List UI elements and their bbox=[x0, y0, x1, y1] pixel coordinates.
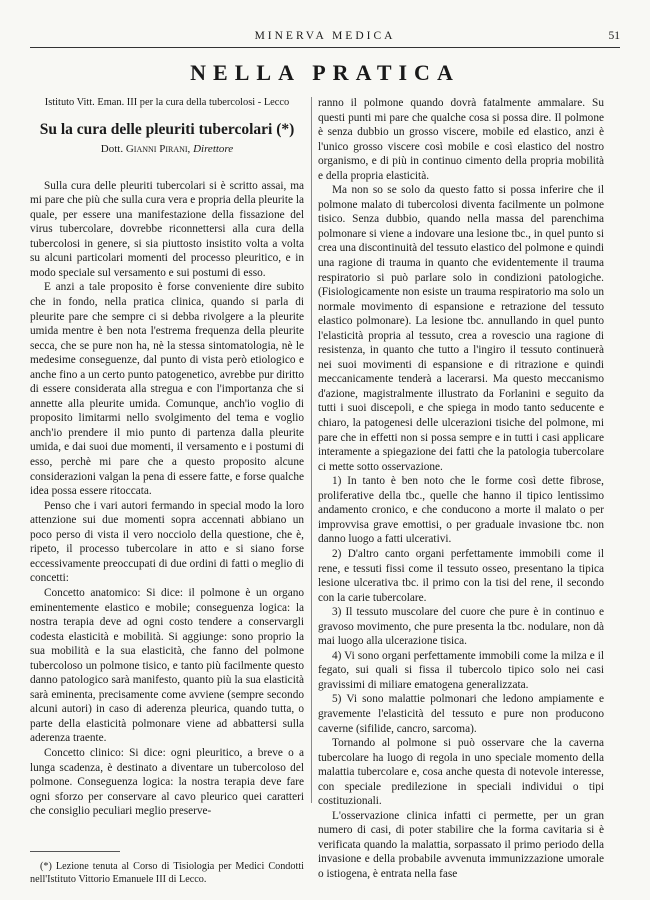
paragraph: Concetto anatomico: Si dice: il polmone è un organo eminentemente elastico e mobile; conseguenza logica: la nostra terapia deve ad ogni costo tendere a conservargli codesta elasticità e mobilità. Si aggiunge: sono proprio la sua mobilità e la sua elasticità, che fanno del polmone tubercoloso un polmone tisico, e tanto più facilmente questo danno patologico sarà manifesto, quanto più la sua elasticità sarà eminenta, precisamente come avviene (sempre secondo alcuni autori) in caso di aderenza pleurica, quando tutta, o parte della elasticità polmonare viene ad abbattersi sulla aderenza traente. bbox=[30, 586, 304, 745]
institute-line: Istituto Vitt. Eman. III per la cura della tubercolosi - Lecco bbox=[44, 97, 290, 108]
list-item: 5) Vi sono malattie polmonari che ledono ampiamente e gravemente l'elasticità del tessuto e pure non producono caverne (sifilide, cancro, sarcoma). bbox=[318, 693, 604, 735]
paragraph: Ma non so se solo da questo fatto si possa inferire che il polmone malato di tubercolosi diventa facilmente un polmone tisico. Senza dubbio, quando nella massa del parenchima polmonare si viene a indovare una lesione tbc., in quel punto si crea una discontinuità del tessuto elastico del polmone e quindi una ragione di trauma in quanto che evidentemente il trauma respiratorio si può parlare solo in condizioni patologiche. (Fisiologicamente non esiste un trauma respiratorio ma solo un normale movimento di espansione e retrazione del tessuto elastico polmonare). La lesione tbc. annullando in quel punto l'elasticità propria al tessuto, crea a rovescio una ragione di resistenza, in quanto che tutto a l'ingiro il tessuto continuerà nei suoi movimenti di espansione e di ritrazione e quindi meccanicamente tenderà a lacerarsi. Ma questo meccanismo d'azione, magistralmente illustrato da Forlanini e seguito da tutti i suoi discepoli, e che spiega in modo tanto seducente e chiaro, la patogenesi delle ulcerazioni tisiche del polmone, mi pare che in effetti non si possa sempre e in tutti i casi applicare interamente a spiegazione dei fatti che la patologia tubercolare ci mette sotto osservazione. bbox=[318, 184, 604, 473]
journal-title: MINERVA MEDICA bbox=[254, 30, 396, 42]
paragraph: L'osservazione clinica infatti ci permette, per un gran numero di casi, di poter stabilire che la forma cavitaria si è verificata quando la malattia, sorpassato il primo periodo della invasione e della probabile avvenuta immunizzazione umorale o istiogena, è entrata nella fase bbox=[318, 809, 604, 880]
footnote-rule bbox=[30, 851, 120, 852]
list-item: 3) Il tessuto muscolare del cuore che pure è in continuo e gravoso movimento, che pure presenta la tbc. nodulare, non dà mai luogo alla ulcerazione tisica. bbox=[318, 606, 604, 648]
author-role: Direttore bbox=[193, 143, 234, 156]
list-item: 4) Vi sono organi perfettamente immobili come la milza e il fegato, sui quali si fissa il tubercolo tipico solo nei casi gravissimi di miliare ematogena generalizzata. bbox=[318, 649, 604, 691]
page-number: 51 bbox=[608, 30, 620, 42]
author-line bbox=[30, 142, 304, 157]
author-name: Gianni Pirani, bbox=[125, 143, 191, 156]
header-rule bbox=[30, 47, 620, 48]
author-prefix: Dott. bbox=[100, 143, 124, 156]
right-column bbox=[318, 96, 604, 882]
paragraph: Tornando al polmone si può osservare che la caverna tubercolare ha luogo di regola in uno speciale momento della malattia tubercolare e, cosa anche questa di notevole interesse, con speciale predilezione in speciali individui o tipi costituzionali. bbox=[318, 737, 604, 808]
list-item: 2) D'altro canto organi perfettamente immobili come il rene, e tessuti fissi come il tessuto osseo, presentano la tipica lesione ulcerativa tbc. il primo con la tisi del rene, il secondo con la carie tubercolare. bbox=[318, 547, 604, 604]
paragraph: Penso che i vari autori fermando in special modo la loro attenzione sui due momenti sopra accennati abbiano un poco perso di vista il vero nocciolo della questione, che è, ripeto, il processo tubercolare in atto e si siano forse eccessivamente preoccupati di due ordini di fatti o meglio di concetti: bbox=[30, 499, 304, 585]
left-column bbox=[30, 96, 304, 886]
footnote: (*) Lezione tenuta al Corso di Tisiologia per Medici Condotti nell'Istituto Vittorio Emanuele III di Lecco. bbox=[30, 860, 304, 885]
paragraph: ranno il polmone quando dovrà fatalmente ammalare. Su questi punti mi pare che qualche cosa si possa dire. Il polmone è senza dubbio un grosso viscere, mobile ed elastico, anzi è l'unico grosso viscere così mobile e così elastico del nostro organismo, e di più in continuo cimento della propria mobilità e della propria elasticità. bbox=[318, 97, 604, 182]
list-item: 1) In tanto è ben noto che le forme così dette fibrose, proliferative della tbc., quelle che hanno il tipico lentissimo andamento cronico, e che conducono a morte il malato o per improvvisa grave emottisi, o per graduale invasione tbc. non danno luogo a fatti ulcerativi. bbox=[318, 475, 604, 546]
column-divider bbox=[311, 97, 312, 803]
paragraph: Concetto clinico: Si dice: ogni pleuritico, a breve o a lunga scadenza, è destinato a diventare un tubercoloso del polmone. Conseguenza logica: la nostra terapia deve fare ogni sforzo per conservare al cavo pleurico quei caratteri che consiglio peculiari meglio preserve- bbox=[30, 746, 304, 818]
article-title: Su la cura delle pleuriti tubercolari (*) bbox=[39, 120, 295, 138]
section-title: NELLA PRATICA bbox=[190, 60, 460, 85]
paragraph: Sulla cura delle pleuriti tubercolari si è scritto assai, ma mi pare che più che sulla cura vera e propria della pleurite la quale, per essere una manifestazione della fissazione del virus tubercolare, dovrebbe riconnettersi alla cura della tubercolosi in genere, si sia piuttosto insistito volta a volta su alcuni particolari momenti del processo pleuritico, e in modo speciale sul versamento e sui postumi di esso. bbox=[30, 179, 304, 279]
paragraph: E anzi a tale proposito è forse conveniente dire subito che in fondo, nella pratica clinica, quando si parla di pleurite pare che sempre ci si debba rivolgere a la pleurite umida mentre è ben nota l'estrema frequenza della pleurite secca, che se pure non ha, nè la stessa sintomatologia, nè le medesime conseguenze, dal punto di vista però etiologico e anche fino a un certo punto patogenetico, avrebbe pur diritto di essere considerata alla stregua e con l'importanza che si annette alla pleurite umida. Comunque, anch'io voglio di proposito limitarmi nello svolgimento del tema e voglio anch'io prendere il mio punto di partenza dalla pleurite umida, e dai suoi due momenti, il versamento e i postumi di esso, perchè mi pare che a questo proposito alcune considerazioni valgan la pena di essere fatte, e forse qualche idea possa essere ritoccata. bbox=[30, 281, 304, 498]
running-head bbox=[30, 30, 620, 46]
